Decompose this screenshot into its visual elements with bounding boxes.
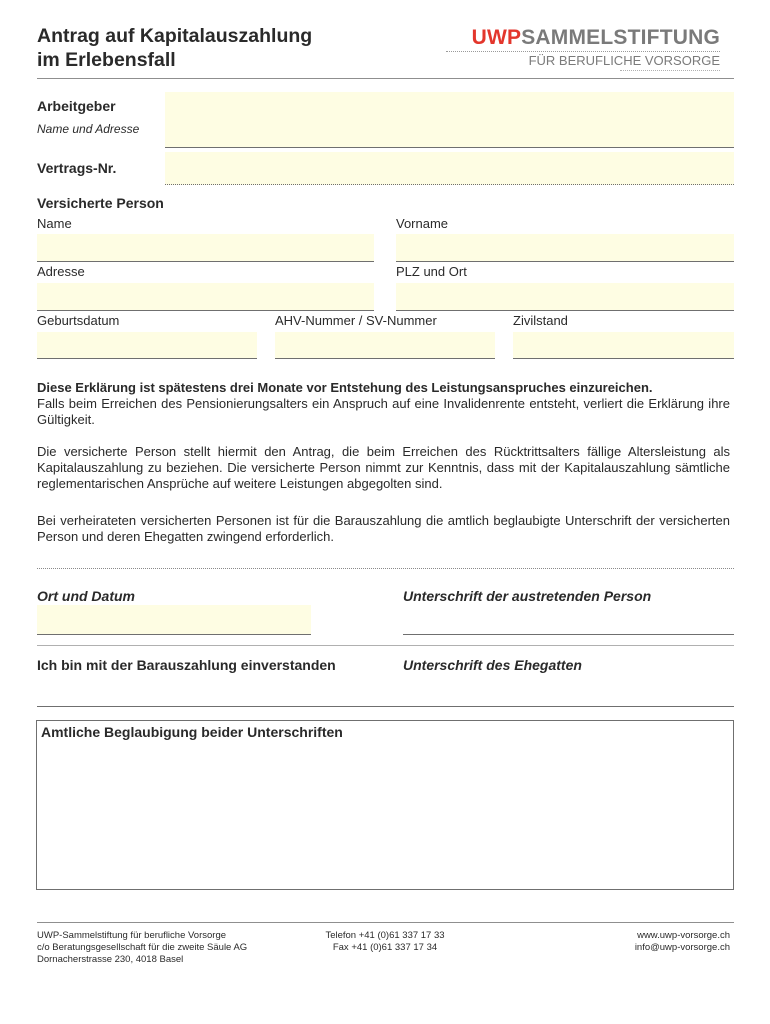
civil-status-label: Zivilstand bbox=[513, 313, 568, 328]
signature-spouse-label: Unterschrift des Ehegatten bbox=[403, 657, 582, 673]
signature-section-rule bbox=[37, 568, 734, 569]
logo bbox=[440, 27, 720, 71]
birthdate-label: Geburtsdatum bbox=[37, 313, 120, 328]
insured-section-title: Versicherte Person bbox=[37, 195, 164, 211]
footer-phone: Telefon +41 (0)61 337 17 33 bbox=[325, 930, 445, 941]
footer-rule bbox=[37, 922, 734, 923]
certification-title: Amtliche Beglaubigung beider Unterschriften bbox=[41, 724, 343, 740]
contract-label: Vertrags-Nr. bbox=[37, 160, 117, 176]
name-input[interactable] bbox=[37, 234, 374, 262]
footer-org-line1: UWP-Sammelstiftung für berufliche Vorsorge bbox=[37, 930, 227, 941]
form-title bbox=[37, 24, 312, 72]
firstname-label: Vorname bbox=[396, 216, 449, 231]
request-paragraph: Die versicherte Person stellt hiermit den Antrag, die beim Erreichen des Rücktrittsalters fällige Altersleistung als Kapitalauszahlung zu beziehen. Die versicherte Person nimmt zur Kenntnis, dass mit der Kapitalauszahlung sämtliche reglementarischen Ansprüche auf weitere Leistungen abgegolten sind. bbox=[37, 444, 730, 491]
signature-person-line[interactable] bbox=[403, 634, 734, 635]
employer-label: Arbeitgeber bbox=[37, 98, 116, 114]
signature-person-label: Unterschrift der austretenden Person bbox=[403, 588, 652, 604]
notice-text: Falls beim Erreichen des Pensionierungsalters ein Anspruch auf eine Invalidenrente entsteht, verliert die Erklärung ihre Gültigkeit. bbox=[37, 396, 730, 427]
form-title-line2: im Erlebensfall bbox=[37, 49, 176, 71]
employer-sublabel: Name und Adresse bbox=[37, 122, 140, 136]
footer-contact bbox=[300, 930, 470, 954]
signature-spouse-line[interactable] bbox=[37, 706, 734, 707]
logo-main: SAMMELSTIFTUNG bbox=[521, 26, 720, 49]
married-paragraph: Bei verheirateten versicherten Personen ist für die Barauszahlung die amtlich beglaubigte Unterschrift der versicherten Person und deren Ehegatten zwingend erforderlich. bbox=[37, 513, 730, 544]
footer-organization bbox=[37, 930, 247, 966]
address-input[interactable] bbox=[37, 283, 374, 311]
ahv-label: AHV-Nummer / SV-Nummer bbox=[275, 313, 437, 328]
logo-prefix: UWP bbox=[471, 26, 522, 49]
notice-paragraph bbox=[37, 380, 730, 428]
zip-city-label: PLZ und Ort bbox=[396, 264, 467, 279]
name-label: Name bbox=[37, 216, 72, 231]
header-rule bbox=[37, 78, 734, 79]
form-title-line1: Antrag auf Kapitalauszahlung bbox=[37, 25, 313, 47]
footer-org-line2: c/o Beratungsgesellschaft für die zweite Säule AG bbox=[37, 942, 248, 953]
consent-rule bbox=[37, 645, 734, 646]
civil-status-input[interactable] bbox=[513, 332, 734, 359]
place-date-input[interactable] bbox=[37, 605, 311, 635]
footer-email[interactable]: info@uwp-vorsorge.ch bbox=[634, 942, 730, 953]
contract-number-input[interactable] bbox=[165, 152, 734, 185]
logo-divider-bottom bbox=[620, 70, 720, 71]
birthdate-input[interactable] bbox=[37, 332, 257, 359]
employer-input[interactable] bbox=[165, 92, 734, 148]
zip-city-input[interactable] bbox=[396, 283, 734, 311]
footer-web bbox=[635, 930, 730, 954]
certification-box[interactable] bbox=[36, 720, 734, 890]
logo-divider bbox=[446, 51, 720, 52]
footer-website[interactable]: www.uwp-vorsorge.ch bbox=[637, 930, 730, 941]
footer-org-line3: Dornacherstrasse 230, 4018 Basel bbox=[37, 954, 184, 965]
place-date-label: Ort und Datum bbox=[37, 588, 135, 604]
ahv-input[interactable] bbox=[275, 332, 495, 359]
consent-label: Ich bin mit der Barauszahlung einverstanden bbox=[37, 657, 336, 673]
firstname-input[interactable] bbox=[396, 234, 734, 262]
address-label: Adresse bbox=[37, 264, 85, 279]
footer-fax: Fax +41 (0)61 337 17 34 bbox=[332, 942, 438, 953]
logo-subtitle: FÜR BERUFLICHE VORSORGE bbox=[528, 53, 720, 68]
notice-bold: Diese Erklärung ist spätestens drei Monate vor Entstehung des Leistungsanspruches einzureichen. bbox=[37, 380, 653, 395]
